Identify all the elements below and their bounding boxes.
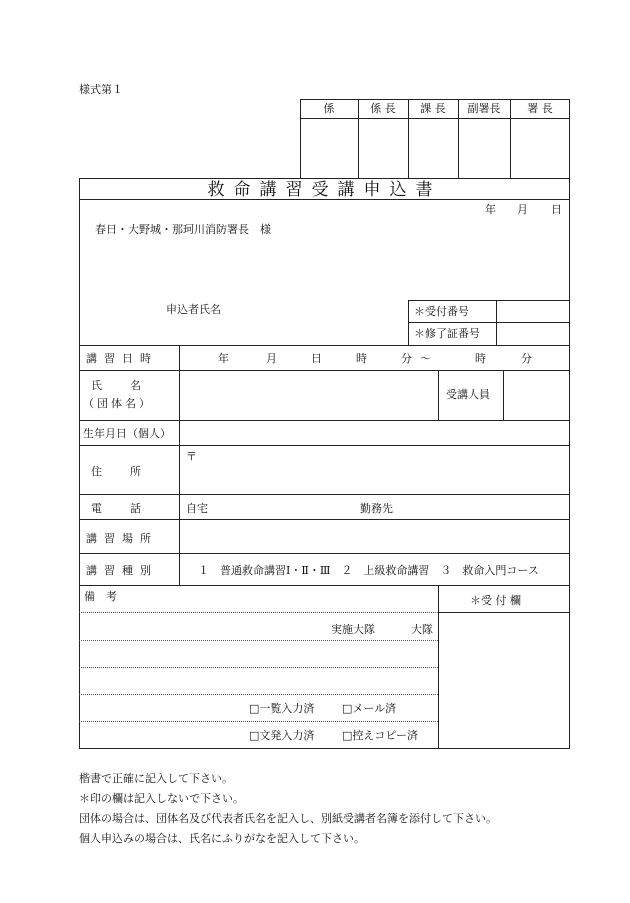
remarks-field[interactable] xyxy=(80,613,437,693)
stamp-cell[interactable] xyxy=(358,118,408,179)
title-divider xyxy=(79,199,570,200)
approval-header-division-chief: 課 長 xyxy=(420,102,446,115)
schedule-field[interactable] xyxy=(180,346,569,370)
note-item: ＊印の欄は記入しないで下さい。 xyxy=(79,792,244,805)
schedule-hour-end: 時 xyxy=(475,352,486,365)
remarks-line xyxy=(79,721,438,722)
attendees-divider xyxy=(438,370,439,420)
applicant-name-label: 申込者氏名 xyxy=(166,303,221,316)
address-field[interactable] xyxy=(180,446,569,494)
note-item: 個人申込みの場合は、氏名にふりがなを記入して下さい。 xyxy=(79,832,365,845)
checkbox-mail[interactable]: □メール済 xyxy=(342,702,397,715)
birthdate-field[interactable] xyxy=(180,421,569,445)
applicant-name-field[interactable] xyxy=(230,300,405,320)
remarks-line xyxy=(79,694,438,695)
unit-suffix: 大隊 xyxy=(411,623,433,636)
reception-number-field xyxy=(497,301,569,322)
birthdate-label: 生年月日（個人） xyxy=(83,427,171,440)
date-year-label: 年 xyxy=(485,203,496,216)
form-title: 救命講習受講申込書 xyxy=(207,180,442,200)
note-item: 団体の場合は、団体名及び代表者氏名を記入し、別紙受講者名簿を添付して下さい。 xyxy=(79,812,497,825)
schedule-hour: 時 xyxy=(356,352,367,365)
schedule-minute: 分 xyxy=(401,352,412,365)
approval-header-clerk: 係 xyxy=(323,102,335,115)
row-divider xyxy=(79,553,570,554)
date-month-label: 月 xyxy=(517,203,528,216)
schedule-label: 講習日時 xyxy=(86,352,158,365)
schedule-month: 月 xyxy=(266,352,277,365)
checkbox-document-input[interactable]: □文発入力済 xyxy=(249,729,315,742)
date-day-label: 日 xyxy=(551,203,562,216)
reception-header-divider xyxy=(438,612,570,613)
attendees-field[interactable] xyxy=(504,371,569,420)
reception-number-label: ＊受付番号 xyxy=(414,305,469,318)
unit-label: 実施大隊 xyxy=(331,623,375,636)
group-name-label: （団体名） xyxy=(83,397,153,410)
postal-mark: 〒 xyxy=(186,450,197,463)
addressee: 春日・大野城・那珂川消防署長 様 xyxy=(95,223,271,236)
name-field[interactable] xyxy=(180,371,437,420)
approval-header-deputy-chief: 副署長 xyxy=(467,102,501,115)
approval-header-chief: 署 長 xyxy=(527,102,553,115)
work-phone-field[interactable] xyxy=(400,495,568,519)
remarks-label: 備 考 xyxy=(84,590,117,603)
work-phone-label: 勤務先 xyxy=(360,502,393,515)
reception-column-divider xyxy=(438,585,439,749)
schedule-year: 年 xyxy=(218,352,229,365)
address-label: 住 所 xyxy=(91,465,143,478)
approval-header-divider xyxy=(300,118,570,119)
checkbox-copy[interactable]: □控えコピー済 xyxy=(342,729,418,742)
course-label: 講習種別 xyxy=(86,564,158,577)
venue-label: 講習場所 xyxy=(86,532,158,545)
row-divider xyxy=(79,585,570,586)
home-phone-field[interactable] xyxy=(212,495,352,519)
venue-field[interactable] xyxy=(180,520,569,553)
certificate-number-field xyxy=(497,323,569,345)
schedule-minute-end: 分 xyxy=(521,352,532,365)
approval-header-section-chief: 係 長 xyxy=(370,102,396,115)
attendees-label: 受講人員 xyxy=(446,388,490,401)
note-item: 楷書で正確に記入して下さい。 xyxy=(79,772,233,785)
form-number: 様式第１ xyxy=(79,83,123,96)
checkbox-list-input[interactable]: □一覧入力済 xyxy=(249,702,315,715)
course-options: １ 普通救命講習Ⅰ・Ⅱ・Ⅲ ２ 上級救命講習 ３ 救命入門コース xyxy=(198,564,539,577)
phone-label: 電 話 xyxy=(91,502,143,515)
name-label: 氏 名 xyxy=(91,379,143,392)
schedule-tilde: ～ xyxy=(420,352,431,365)
certificate-number-label: ＊修了証番号 xyxy=(414,327,480,340)
schedule-day: 日 xyxy=(311,352,322,365)
home-phone-label: 自宅 xyxy=(186,502,208,515)
reception-column-label: ＊受 付 欄 xyxy=(470,594,521,607)
